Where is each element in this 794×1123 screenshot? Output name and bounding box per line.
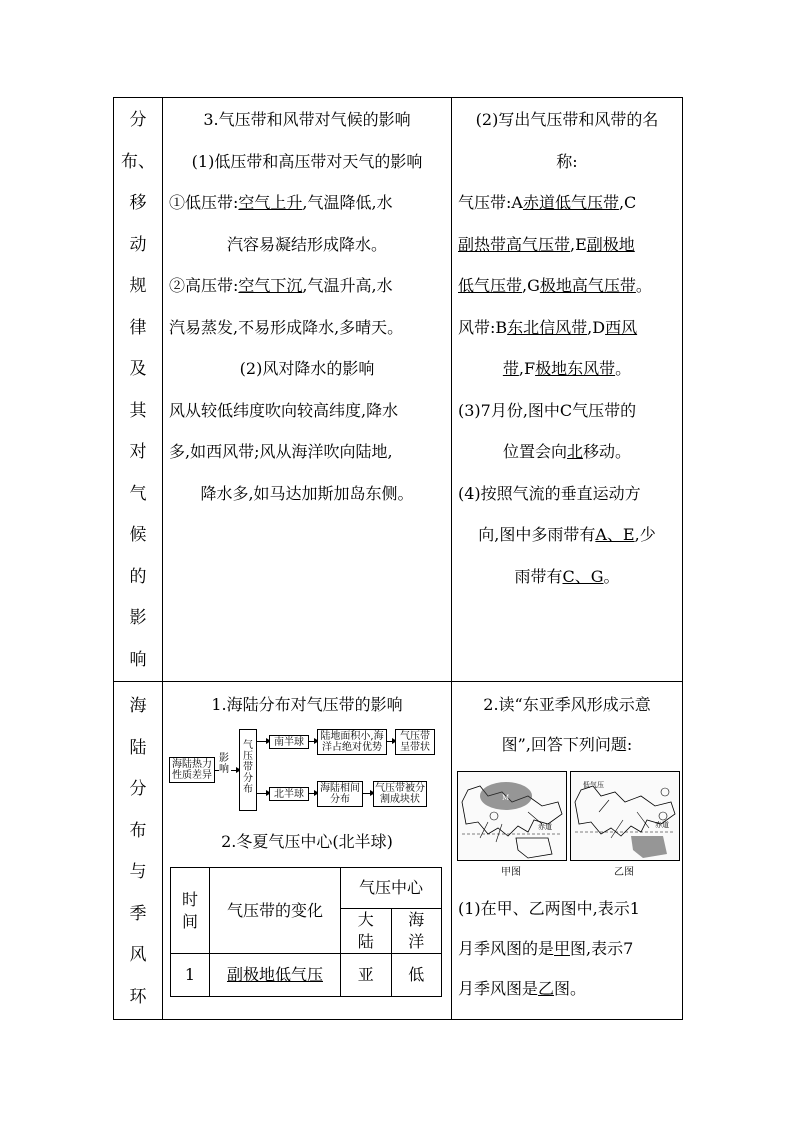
side-char: 规	[129, 276, 147, 296]
flow-box-north-mid: 海陆相间分布	[317, 781, 363, 807]
monsoon-q1-line1: (1)在甲、乙两图中,表示1	[458, 899, 640, 918]
q4-line1: (4)按照气流的垂直运动方	[458, 483, 641, 503]
flow-box-south-mid: 陆地面积小,海洋占绝对优势	[317, 729, 387, 755]
q2-line2: 称:	[556, 151, 578, 171]
flow-box-south-end: 气压带呈带状	[395, 729, 435, 755]
map-yi-caption: 乙图	[614, 867, 634, 878]
monsoon-q-line1: 2.读“东亚季风形成示意	[483, 695, 651, 714]
map-jia-caption: 甲图	[501, 867, 521, 878]
wind-line1: 风从较低纬度吹向较高纬度,降水	[169, 400, 399, 420]
low-pressure-line2: 汽容易凝结形成降水。	[226, 234, 387, 254]
map-jia	[457, 771, 567, 861]
side-char: 与	[129, 862, 147, 882]
side-char: 海	[129, 696, 147, 716]
section-heading-pressure-centers: 2.冬夏气压中心(北半球)	[221, 832, 393, 851]
content-table	[113, 97, 683, 1020]
section-heading-land-sea: 1.海陆分布对气压带的影响	[211, 695, 403, 714]
section-heading: 3.气压带和风带对气候的影响	[203, 110, 411, 129]
side-char: 分	[129, 779, 147, 799]
belt-line3: 低气压带,G极地高气压带。	[458, 276, 652, 295]
row1-ocean: 低	[391, 954, 442, 997]
col-time: 时间	[171, 868, 210, 954]
side-char: 季	[129, 903, 147, 924]
wind-line2: 多,如西风带;风从海洋吹向陆地,	[169, 442, 393, 461]
subheading-wind: (2)风对降水的影响	[239, 359, 375, 378]
side-char: 风	[129, 945, 147, 965]
side-char: 动	[129, 234, 147, 255]
side-char: 布	[129, 820, 147, 841]
row1-change: 副极地低气压	[210, 954, 341, 997]
wind-belt-line2: 带,F极地东风带。	[502, 359, 632, 378]
monsoon-question-cell	[452, 682, 683, 1020]
wind-line3: 降水多,如马达加斯加岛东侧。	[200, 483, 414, 503]
map-yi-equator: 赤道	[655, 821, 669, 829]
map-jia-equator: 赤道	[538, 823, 552, 831]
pressure-center-table	[170, 867, 442, 997]
map-yi	[570, 771, 680, 861]
side-char: 移	[129, 193, 147, 213]
side-char: 的	[129, 566, 147, 587]
monsoon-q-line2: 图”,回答下列问题:	[501, 735, 633, 754]
flow-box-north: 北半球	[269, 787, 309, 801]
wind-belt-line1: 风带:B东北信风带,D西风	[458, 317, 638, 337]
q3-line2: 位置会向北移动。	[502, 442, 632, 461]
answer-high: 空气下沉	[238, 276, 303, 295]
q2-line1: (2)写出气压带和风带的名	[475, 110, 659, 129]
side-char: 候	[129, 525, 147, 545]
col-ocean: 海洋	[391, 909, 442, 954]
q4-line2: 向,图中多雨带有A、E,少	[478, 525, 656, 544]
high-pressure-line2: 汽易蒸发,不易形成降水,多晴天。	[169, 317, 404, 337]
land-sea-distribution-cell	[163, 682, 452, 1020]
flow-diagram	[169, 727, 445, 823]
flow-box-origin: 海陆热力性质差异	[169, 757, 215, 783]
subheading-pressure: (1)低压带和高压带对天气的影响	[191, 151, 423, 171]
side-char: 气	[129, 483, 147, 504]
pressure-belt-effects-cell	[163, 98, 452, 682]
flow-box-south: 南半球	[269, 735, 309, 749]
row1-land: 亚	[341, 954, 392, 997]
svg-text:M: M	[502, 794, 510, 802]
belt-names-question-cell	[452, 98, 683, 682]
top-side-header	[114, 98, 163, 682]
side-char: 其	[129, 400, 147, 421]
q3-line1: (3)7月份,图中C气压带的	[458, 400, 637, 420]
monsoon-maps	[452, 771, 682, 889]
side-char: 影	[129, 608, 147, 628]
answer-low: 空气上升	[238, 193, 303, 212]
monsoon-q1-line2: 月季风图的是甲图,表示7	[458, 939, 634, 958]
side-char: 分	[129, 110, 147, 130]
side-char: 环	[129, 986, 147, 1007]
belt-line1: 气压带:A赤道低气压带,C	[458, 193, 637, 212]
col-change: 气压带的变化	[210, 868, 341, 954]
monsoon-q1-line3: 月季风图是乙图。	[458, 979, 587, 998]
belt-line2: 副热带高气压带,E副极地	[458, 234, 635, 254]
side-char: 布、	[121, 151, 155, 172]
side-char: 及	[129, 359, 147, 379]
flow-label-influence: 影响	[219, 753, 229, 775]
flow-box-north-end: 气压带被分割成块状	[375, 783, 425, 805]
high-pressure-line: ②高压带:空气下沉,气温升高,水	[169, 276, 393, 295]
low-pressure-line: ①低压带:空气上升,气温降低,水	[169, 193, 393, 212]
row1-time: 1	[171, 954, 210, 997]
map-yi-low-label: 低气压	[583, 781, 604, 789]
side-char: 响	[129, 649, 147, 670]
bottom-side-header	[114, 682, 163, 1020]
side-char: 对	[129, 442, 147, 462]
q4-line3: 雨带有C、G。	[514, 566, 620, 586]
col-land: 大陆	[341, 909, 392, 954]
side-char: 陆	[129, 737, 147, 758]
flow-box-belt: 气压带分布	[239, 729, 257, 811]
col-center: 气压中心	[341, 868, 442, 909]
side-char: 律	[129, 317, 147, 338]
